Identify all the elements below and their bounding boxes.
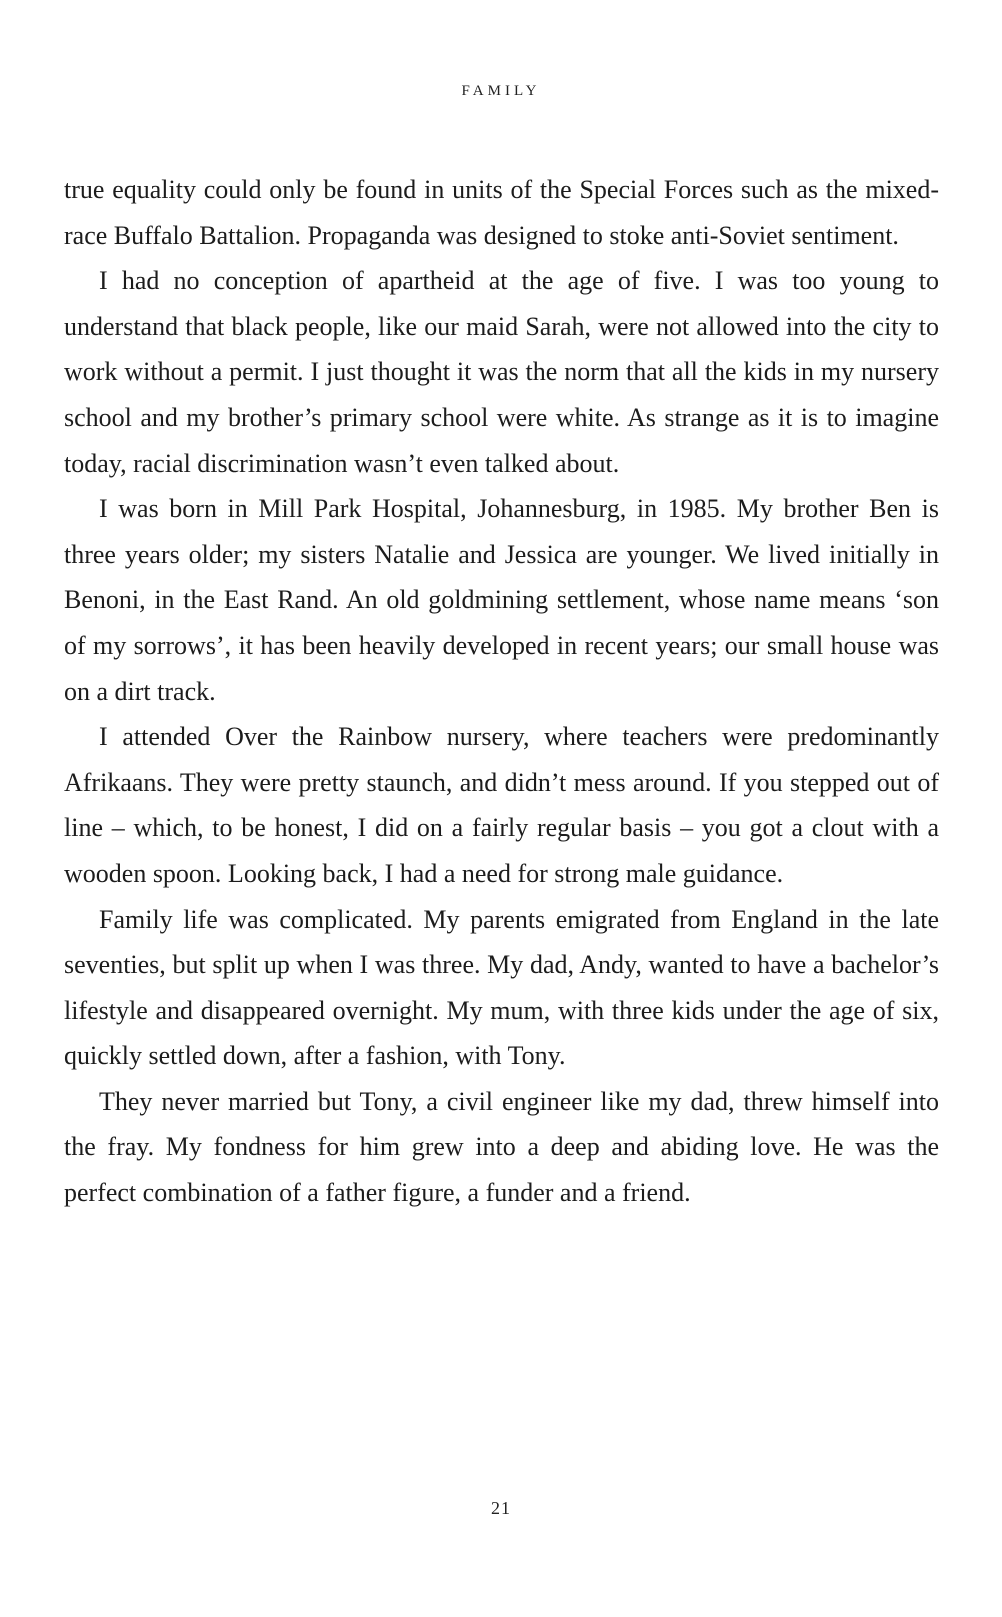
paragraph: They never married but Tony, a civil engineer like my dad, threw himself into the fray. My fondness for him grew into a deep and abiding love. He was the perfect combination of a father figure, a funder and a friend.: [64, 1086, 939, 1208]
paragraph: I was born in Mill Park Hospital, Johannesburg, in 1985. My brother Ben is three years older; my sisters Natalie and Jessica are younger. We lived initially in Benoni, in the East Rand. An old goldmining settlement, whose name means ‘son of my sorrows’, it has been heavily developed in recent years; our small house was on a dirt track.: [64, 494, 939, 706]
body-text: [64, 167, 939, 1216]
page-number: 21: [491, 1498, 511, 1518]
paragraph: true equality could only be found in units of the Special Forces such as the mixed-race Buffalo Battalion. Propaganda was designed to stoke anti-Soviet sentiment.: [64, 175, 939, 250]
paragraph: I attended Over the Rainbow nursery, where teachers were predominantly Afrikaans. They were pretty staunch, and didn’t mess around. If you stepped out of line – which, to be honest, I did on a fairly regular basis – you got a clout with a wooden spoon. Looking back, I had a need for strong male guidance.: [64, 722, 939, 888]
running-head: FAMILY: [461, 83, 541, 99]
paragraph: Family life was complicated. My parents emigrated from England in the late seventies, but split up when I was three. My dad, Andy, wanted to have a bachelor’s lifestyle and disappeared overnight. My mum, with three kids under the age of six, quickly settled down, after a fashion, with Tony.: [64, 904, 939, 1071]
paragraph: I had no conception of apartheid at the age of five. I was too young to understand that black people, like our maid Sarah, were not allowed into the city to work without a permit. I just thought it was the norm that all the kids in my nursery school and my brother’s primary school were white. As strange as it is to imagine today, racial discrimination wasn’t even talked about.: [64, 266, 939, 478]
